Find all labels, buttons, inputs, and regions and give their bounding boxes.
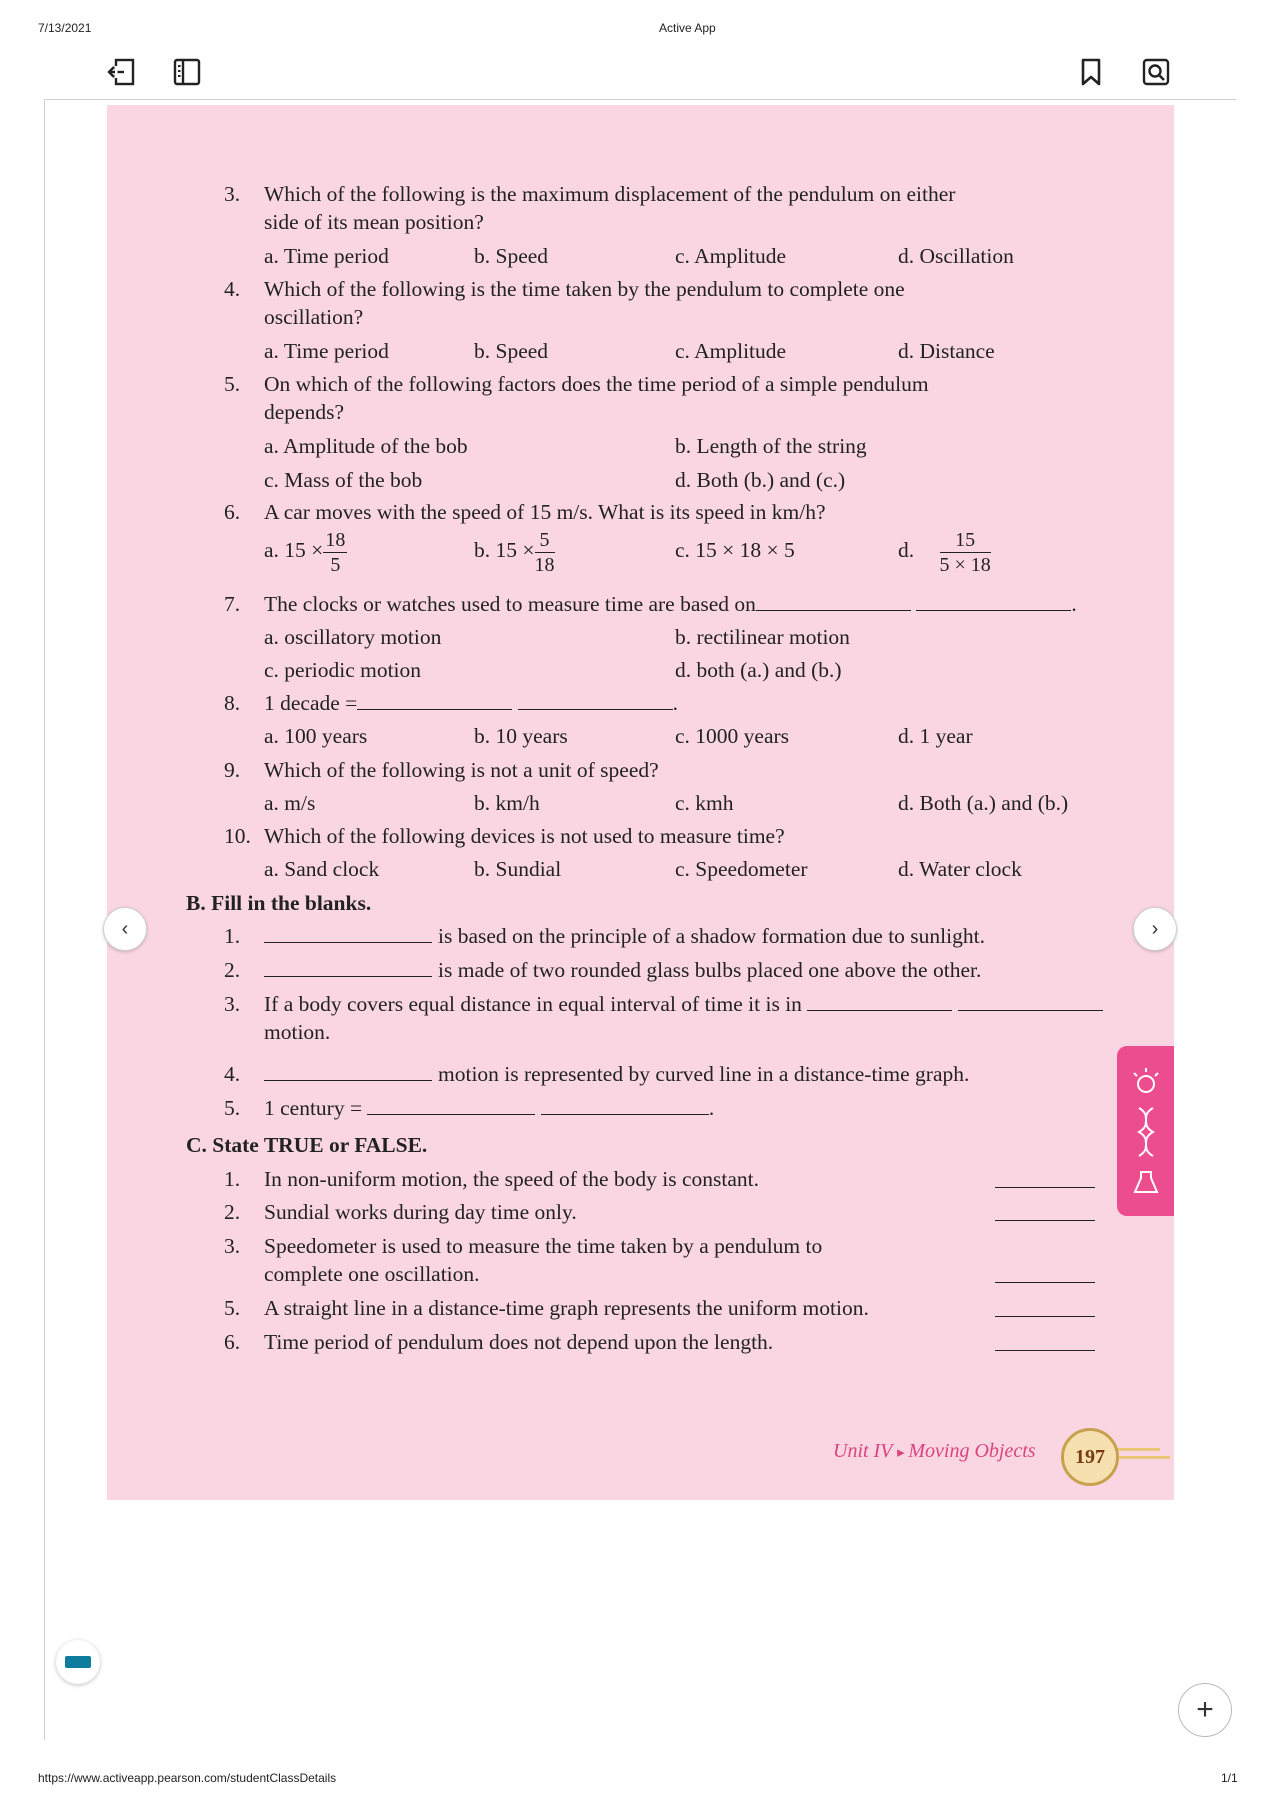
blank-item-text-cont: motion. — [264, 1020, 331, 1044]
fraction — [940, 528, 991, 577]
blank-item-number: 3. — [224, 992, 241, 1016]
answer-option[interactable]: d. Both (b.) and (c.) — [675, 468, 846, 492]
answer-blank[interactable] — [807, 992, 952, 1011]
question-text: The clocks or watches used to measure time are based on . — [264, 592, 1077, 616]
exit-icon[interactable] — [107, 57, 137, 87]
fraction-numerator: 5 — [535, 528, 555, 553]
search-page-icon[interactable] — [1141, 57, 1171, 87]
answer-option[interactable]: d. Oscillation — [898, 244, 1014, 268]
blank-item-text — [264, 922, 985, 951]
answer-option[interactable]: c. periodic motion — [264, 658, 422, 682]
subject-side-tab[interactable] — [1117, 1046, 1174, 1216]
next-page-button[interactable]: › — [1133, 907, 1177, 951]
prev-page-button[interactable]: ‹ — [103, 907, 147, 951]
option-label: b. — [474, 538, 491, 562]
bookmark-icon[interactable] — [1076, 57, 1106, 87]
question-text: depends? — [264, 400, 344, 424]
blank-item-sentence: motion is represented by curved line in a distance-time graph. — [438, 1062, 970, 1086]
tf-item-text: Sundial works during day time only. — [264, 1200, 577, 1224]
fraction-numerator: 15 — [940, 528, 991, 553]
print-date: 7/13/2021 — [38, 21, 92, 35]
floating-tool-button[interactable] — [56, 1640, 100, 1684]
answer-option[interactable]: a. m/s — [264, 791, 316, 815]
answer-option[interactable]: c. Speedometer — [675, 857, 808, 881]
page-badge-stripe — [1110, 1456, 1170, 1459]
fraction-numerator: 18 — [325, 528, 346, 551]
answer-option-fraction[interactable] — [264, 522, 347, 578]
question-text: 1 decade = . — [264, 691, 679, 715]
answer-blank[interactable] — [367, 1096, 535, 1115]
question-text: Which of the following is the time taken by the pendulum to complete one — [264, 277, 905, 301]
section-b-heading: B. Fill in the blanks. — [186, 891, 372, 915]
tf-item-text: In non-uniform motion, the speed of the body is constant. — [264, 1167, 760, 1191]
answer-option[interactable]: c. Amplitude — [675, 244, 787, 268]
answer-option[interactable]: b. km/h — [474, 791, 540, 815]
blank-item-number: 1. — [224, 924, 241, 948]
tf-item-number: 2. — [224, 1200, 241, 1224]
true-false-blank[interactable] — [995, 1282, 1095, 1283]
answer-option[interactable]: a. oscillatory motion — [264, 625, 442, 649]
answer-option-fraction[interactable] — [474, 522, 555, 578]
answer-option[interactable]: b. Speed — [474, 339, 549, 363]
chapter-label: Moving Objects — [908, 1440, 1036, 1462]
question-number: 10. — [224, 824, 251, 848]
true-false-blank[interactable] — [995, 1187, 1095, 1188]
question-number: 6. — [224, 500, 241, 524]
true-false-blank[interactable] — [995, 1220, 1095, 1221]
answer-option-fraction[interactable] — [675, 522, 795, 578]
answer-option[interactable]: a. Time period — [264, 339, 389, 363]
answer-option[interactable]: b. Sundial — [474, 857, 562, 881]
blank-item-text: 1 century = . — [264, 1096, 715, 1120]
blank-item-text — [264, 1060, 969, 1089]
add-button[interactable]: + — [1178, 1683, 1232, 1737]
true-false-blank[interactable] — [995, 1350, 1095, 1351]
answer-blank[interactable] — [541, 1096, 709, 1115]
answer-option[interactable]: d. 1 year — [898, 724, 973, 748]
answer-option[interactable]: c. 1000 years — [675, 724, 790, 748]
answer-blank[interactable] — [518, 691, 673, 710]
page-number-badge: 197 — [1061, 1428, 1119, 1486]
true-false-blank[interactable] — [995, 1316, 1095, 1317]
question-number: 9. — [224, 758, 241, 782]
blank-item-text: If a body covers equal distance in equal interval of time it is in — [264, 990, 1103, 1019]
answer-option[interactable]: d. Distance — [898, 339, 995, 363]
answer-blank[interactable] — [958, 992, 1103, 1011]
blank-item-number: 2. — [224, 958, 241, 982]
toolbar-divider — [44, 99, 1236, 100]
print-page-count: 1/1 — [1221, 1771, 1238, 1785]
tf-item-text: Time period of pendulum does not depend upon the length. — [264, 1330, 774, 1354]
answer-option[interactable]: a. Sand clock — [264, 857, 380, 881]
answer-blank[interactable] — [264, 958, 432, 977]
tf-item-text-cont: complete one oscillation. — [264, 1262, 480, 1286]
answer-option[interactable]: a. 100 years — [264, 724, 368, 748]
tf-item-text: Speedometer is used to measure the time taken by a pendulum to — [264, 1234, 823, 1258]
answer-blank[interactable] — [756, 592, 911, 611]
answer-option[interactable]: c. Amplitude — [675, 339, 787, 363]
tf-item-number: 3. — [224, 1234, 241, 1258]
toolbox-icon — [65, 1656, 91, 1668]
fraction-denominator: 18 — [534, 553, 555, 576]
science-icons — [1117, 1046, 1174, 1216]
fraction — [535, 528, 555, 577]
question-number: 3. — [224, 182, 241, 206]
answer-blank[interactable] — [264, 924, 432, 943]
blank-item-number: 5. — [224, 1096, 241, 1120]
question-text: side of its mean position? — [264, 210, 484, 234]
option-label: a. — [264, 538, 279, 562]
section-c-heading: C. State TRUE or FALSE. — [186, 1133, 428, 1157]
question-number: 4. — [224, 277, 241, 301]
answer-option[interactable]: c. kmh — [675, 791, 734, 815]
unit-breadcrumb — [833, 1440, 1036, 1463]
answer-option[interactable]: d. both (a.) and (b.) — [675, 658, 842, 682]
question-number: 8. — [224, 691, 241, 715]
answer-blank[interactable] — [916, 592, 1071, 611]
blank-item-sentence: is based on the principle of a shadow formation due to sunlight. — [438, 924, 985, 948]
question-text: On which of the following factors does the time period of a simple pendulum — [264, 372, 929, 396]
fraction-denominator: 5 × 18 — [939, 553, 991, 576]
question-text: Which of the following is not a unit of speed? — [264, 758, 659, 782]
answer-option[interactable]: b. 10 years — [474, 724, 568, 748]
tf-item-number: 1. — [224, 1167, 241, 1191]
unit-label: Unit IV — [833, 1440, 893, 1462]
blank-item-sentence: is made of two rounded glass bulbs placed one above the other. — [438, 958, 982, 982]
answer-option[interactable]: b. Length of the string — [675, 434, 867, 458]
question-text: Which of the following is the maximum displacement of the pendulum on either — [264, 182, 956, 206]
answer-blank[interactable] — [264, 1062, 432, 1081]
question-text: Which of the following devices is not used to measure time? — [264, 824, 785, 848]
question-number: 5. — [224, 372, 241, 396]
answer-option[interactable]: c. Mass of the bob — [264, 468, 423, 492]
question-text: A car moves with the speed of 15 m/s. What is its speed in km/h? — [264, 500, 826, 524]
fraction-denominator: 5 — [330, 553, 341, 576]
option-label: d. — [898, 538, 915, 562]
question-number: 7. — [224, 592, 241, 616]
option-label: c. — [675, 538, 690, 562]
blank-item-number: 4. — [224, 1062, 241, 1086]
question-text: oscillation? — [264, 305, 364, 329]
viewer-left-border — [44, 100, 45, 1740]
answer-blank[interactable] — [357, 691, 512, 710]
tf-item-text: A straight line in a distance-time graph represents the uniform motion. — [264, 1296, 869, 1320]
blank-item-text — [264, 956, 981, 985]
answer-option[interactable]: a. Time period — [264, 244, 389, 268]
answer-option[interactable]: b. Speed — [474, 244, 549, 268]
answer-option-fraction[interactable] — [898, 522, 991, 578]
answer-option[interactable]: a. Amplitude of the bob — [264, 434, 468, 458]
tf-item-number: 6. — [224, 1330, 241, 1354]
breadcrumb-arrow-icon: ▸ — [897, 1445, 909, 1461]
answer-option[interactable]: d. Both (a.) and (b.) — [898, 791, 1069, 815]
option-prefix: 15 × — [495, 538, 535, 562]
option-expression: 15 × 18 × 5 — [695, 538, 795, 562]
fraction — [323, 528, 347, 577]
answer-option[interactable]: b. rectilinear motion — [675, 625, 850, 649]
option-prefix: 15 × — [284, 538, 324, 562]
answer-option[interactable]: d. Water clock — [898, 857, 1022, 881]
sidebar-toggle-icon[interactable] — [172, 57, 202, 87]
print-url: https://www.activeapp.pearson.com/studentClassDetails — [38, 1771, 337, 1785]
tf-item-number: 5. — [224, 1296, 241, 1320]
print-title: Active App — [659, 21, 716, 35]
